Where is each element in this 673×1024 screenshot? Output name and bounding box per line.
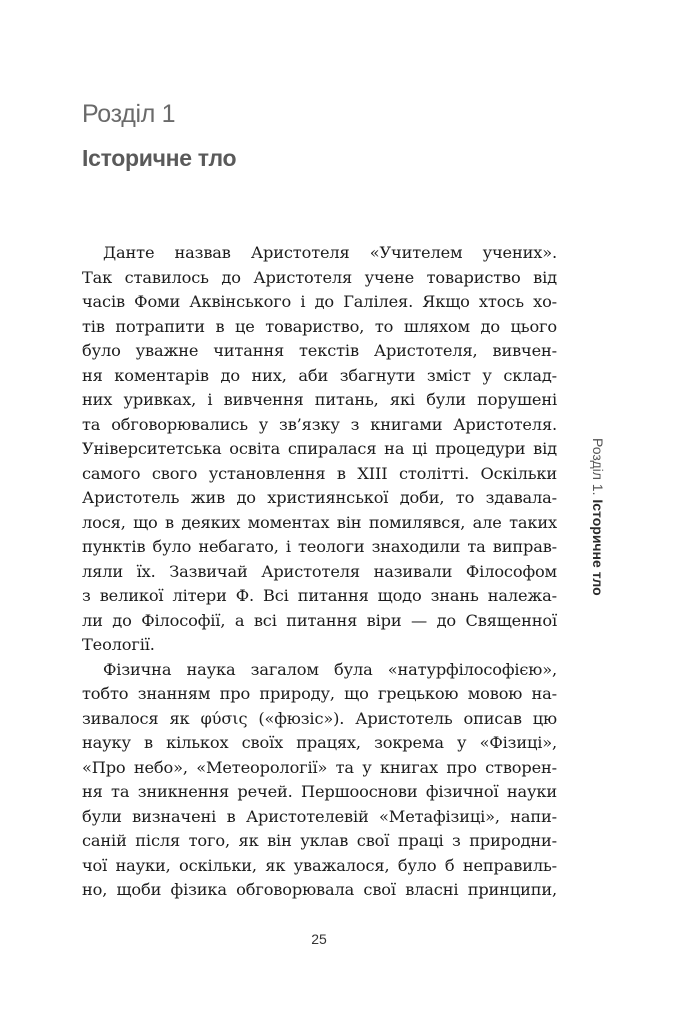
running-head-separator: . [590, 491, 606, 500]
text-line: ли до Філософії, а всі питання віри — до Священної [82, 610, 557, 630]
text-line: ляли їх. Зазвичай Аристотеля називали Філософом [82, 561, 557, 581]
running-head-title: Історичне тло [590, 499, 606, 596]
text-line: ня коментарів до них, аби збагнути зміст у склад- [82, 365, 557, 385]
text-line: Теології. [82, 635, 155, 654]
text-line: Так ставилось до Аристотеля учене товариство від [82, 267, 557, 287]
text-line: Данте назвав Аристотеля «Учителем учених». [103, 243, 557, 262]
text-line: тів потрапити в це товариство, то шляхом до цього [82, 316, 557, 336]
text-line: Університетська освіта спиралася на ці процедури від [82, 439, 557, 458]
text-line: науку в кількох своїх працях, зокрема у «Фізиці», [82, 733, 557, 752]
text-line: самого свого установлення в XIII столітті. Оскільки [82, 463, 557, 483]
text-line: тобто знанням про природу, що грецькою мовою на- [82, 684, 557, 703]
chapter-title: Історичне тло [82, 145, 237, 171]
text-line: саній після того, як він уклав свої праці з природни- [82, 831, 557, 850]
text-line: Аристотель жив до християнської доби, то здавала- [82, 488, 557, 507]
text-line: Фізична наука загалом була «натурфілософією», [103, 659, 557, 679]
chapter-label: Розділ 1 [82, 100, 176, 128]
page-number: 25 [311, 931, 327, 947]
text-line: зивалося як φύσις («фюзіс»). Аристотель описав цю [82, 708, 557, 728]
text-line: з великої літери Ф. Всі питання щодо знань належа- [82, 586, 557, 605]
text-line: ня та зникнення речей. Першооснови фізичної науки [82, 782, 557, 801]
text-line: чої науки, оскільки, як уважалося, було б неправиль- [82, 855, 557, 875]
text-line: «Про небо», «Метеорології» та у книгах про створен- [82, 757, 557, 777]
running-head [590, 438, 606, 596]
text-line: часів Фоми Аквінського і до Галілея. Якщо хтось хо- [82, 292, 557, 311]
body-text [82, 241, 557, 903]
text-line: пунктів було небагато, і теологи знаходили та виправ- [82, 537, 557, 556]
text-line: та обговорювались у зв’язку з книгами Аристотеля. [82, 414, 557, 434]
text-line: них уривках, і вивчення питань, які були порушені [82, 390, 557, 409]
text-line: було уважне читання текстів Аристотеля, вивчен- [82, 341, 557, 360]
text-line: були визначені в Аристотелевій «Метафізиці», напи- [82, 806, 557, 826]
running-head-chapter: Розділ 1 [590, 438, 606, 492]
text-line: но, щоби фізика обговорювала свої власні принципи, [82, 880, 557, 899]
text-line: лося, що в деяких моментах він помилявся, але таких [82, 512, 557, 532]
